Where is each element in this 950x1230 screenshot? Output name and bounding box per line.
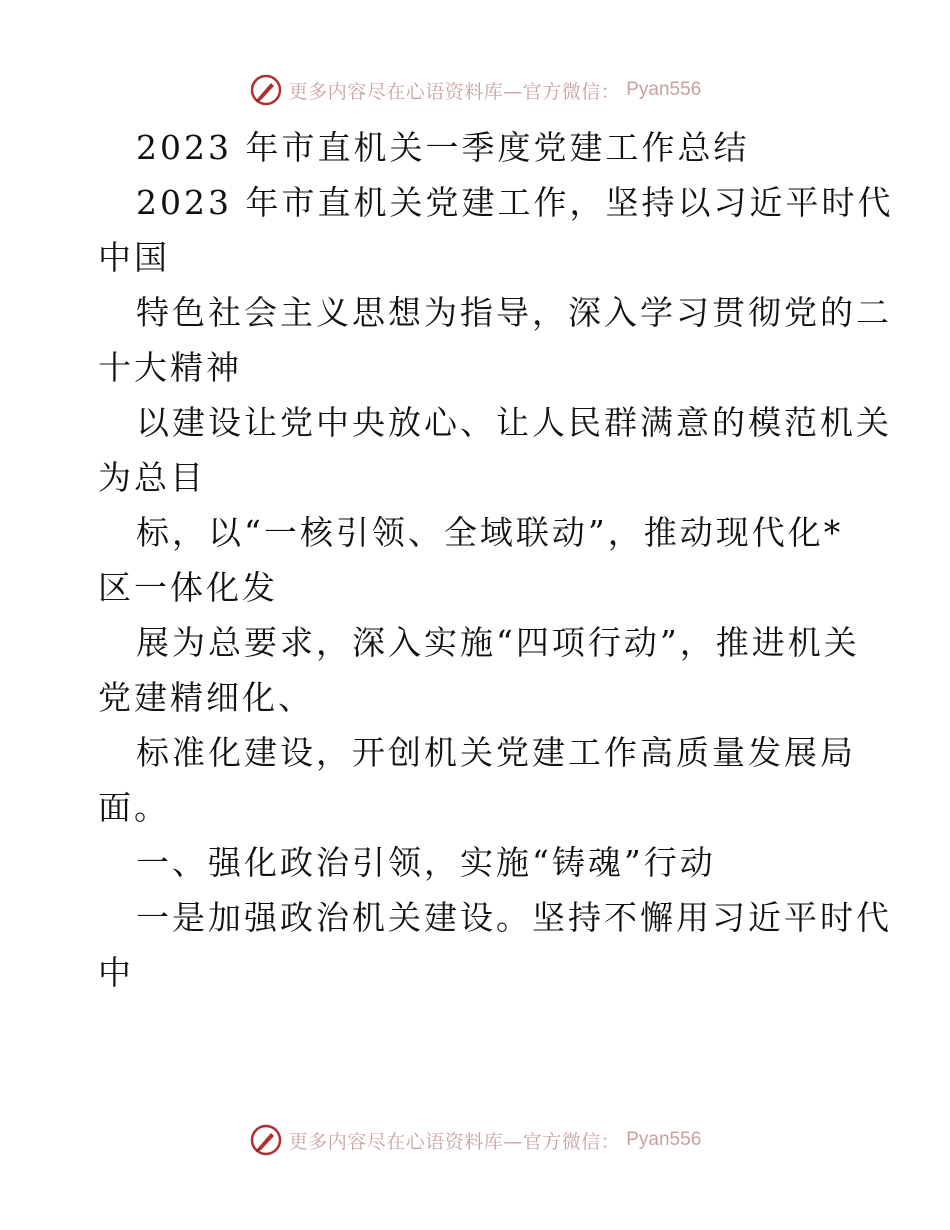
watermark-wechat-id: Pyan556	[626, 1129, 702, 1150]
text-line: 标准化建设，开创机关党建工作高质量发展局	[136, 733, 856, 772]
text-line: 党建精细化、	[98, 678, 314, 717]
text-line: 十大精神	[98, 348, 242, 387]
watermark-text: 更多内容尽在心语资料库—官方微信：	[288, 1130, 621, 1153]
text-line: 为总目	[98, 458, 206, 497]
text-line: 特色社会主义思想为指导，深入学习贯彻党的二	[136, 293, 892, 332]
text-line: 区一体化发	[98, 568, 278, 607]
document-body	[98, 120, 894, 1000]
text-line: 中国	[98, 238, 170, 277]
pen-logo-icon	[249, 1123, 283, 1157]
text-line: 中	[98, 953, 134, 992]
section-heading: 一、强化政治引领，实施“铸魂”行动	[136, 843, 716, 882]
watermark-header	[0, 70, 950, 110]
watermark-text: 更多内容尽在心语资料库—官方微信：	[288, 80, 621, 103]
text-line: 一是加强政治机关建设。坚持不懈用习近平时代	[136, 898, 892, 937]
watermark-footer	[0, 1120, 950, 1160]
pen-logo-icon	[249, 73, 283, 107]
text-line: 展为总要求，深入实施“四项行动”，推进机关	[136, 623, 860, 662]
watermark-wechat-id: Pyan556	[626, 79, 702, 100]
text-line: 标，以“一核引领、全域联动”，推动现代化*	[136, 513, 844, 552]
text-line: 以建设让党中央放心、让人民群满意的模范机关	[136, 403, 892, 442]
text-line: 面。	[98, 788, 170, 827]
document-title: 2023 年市直机关一季度党建工作总结	[136, 128, 750, 167]
text-line: 2023 年市直机关党建工作，坚持以习近平时代	[136, 183, 894, 222]
